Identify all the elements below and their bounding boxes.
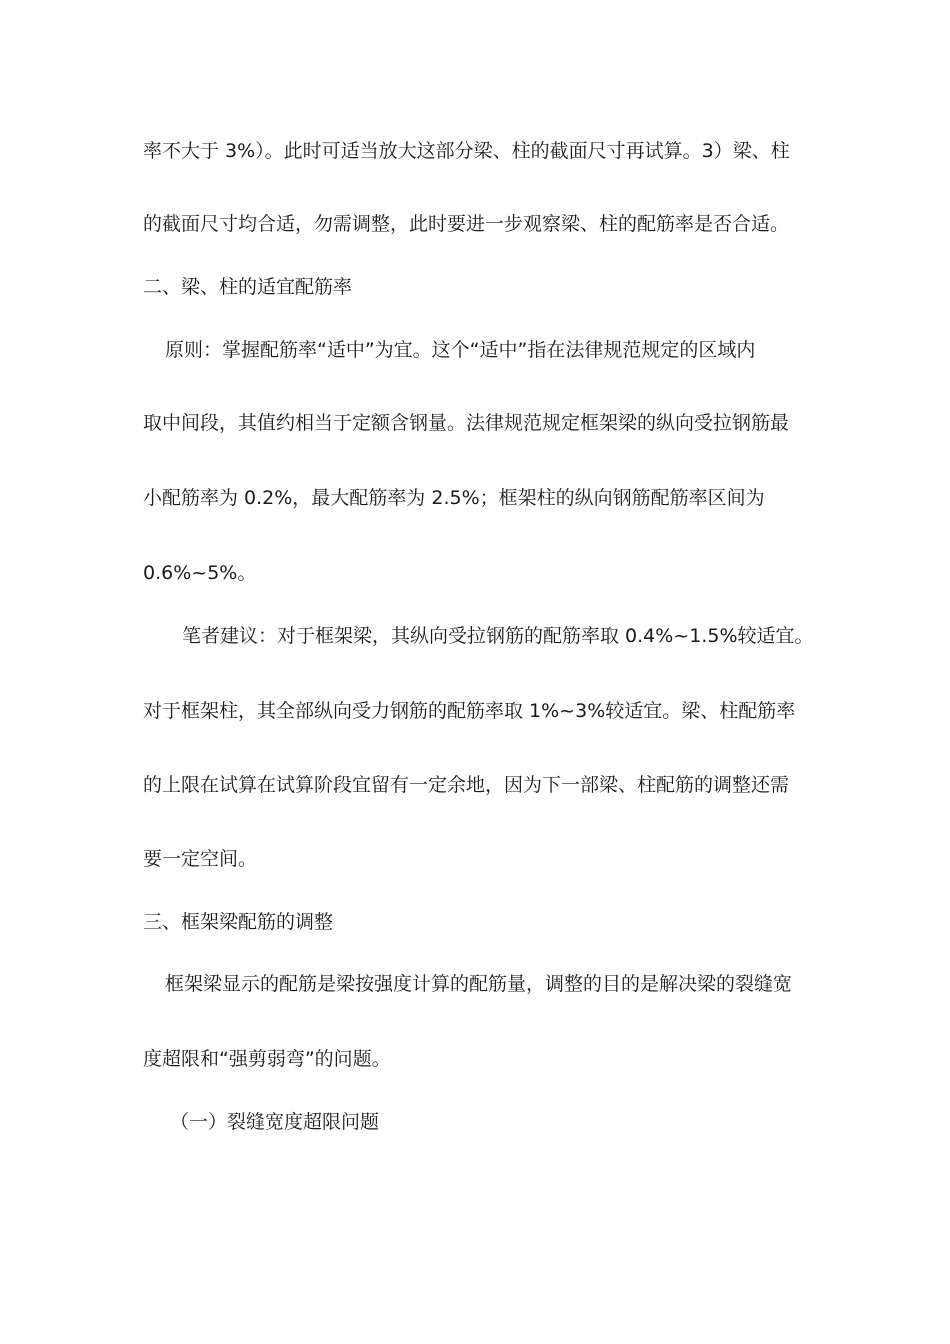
paragraph-line: 要一定空间。 (143, 848, 258, 870)
paragraph-line: 小配筋率为 0.2%，最大配筋率为 2.5%；框架柱的纵向钢筋配筋率区间为 (143, 487, 765, 509)
subsection-heading: （一）裂缝宽度超限问题 (170, 1111, 380, 1133)
paragraph-line: 取中间段，其值约相当于定额含钢量。法律规范规定框架梁的纵向受拉钢筋最 (143, 412, 790, 434)
section-heading: 三、框架梁配筋的调整 (143, 911, 334, 933)
section-heading: 二、梁、柱的适宜配筋率 (143, 276, 353, 298)
paragraph-line: 原则：掌握配筋率“适中”为宜。这个“适中”指在法律规范规定的区域内 (165, 339, 756, 361)
paragraph-line: 对于框架柱，其全部纵向受力钢筋的配筋率取 1%~3%较适宜。梁、柱配筋率 (143, 700, 796, 722)
paragraph-line: 率不大于 3%）。此时可适当放大这部分梁、柱的截面尺寸再试算。3）梁、柱 (143, 140, 790, 162)
paragraph-line: 笔者建议：对于框架梁，其纵向受拉钢筋的配筋率取 0.4%~1.5%较适宜。 (182, 625, 814, 647)
paragraph-line: 的截面尺寸均合适，勿需调整，此时要进一步观察梁、柱的配筋率是否合适。 (143, 213, 790, 235)
paragraph-line: 的上限在试算在试算阶段宜留有一定余地，因为下一部梁、柱配筋的调整还需 (143, 774, 790, 796)
paragraph-line: 0.6%~5%。 (143, 562, 257, 584)
paragraph-line: 框架梁显示的配筋是梁按强度计算的配筋量，调整的目的是解决梁的裂缝宽 (165, 973, 793, 995)
paragraph-line: 度超限和“强剪弱弯”的问题。 (143, 1048, 391, 1070)
